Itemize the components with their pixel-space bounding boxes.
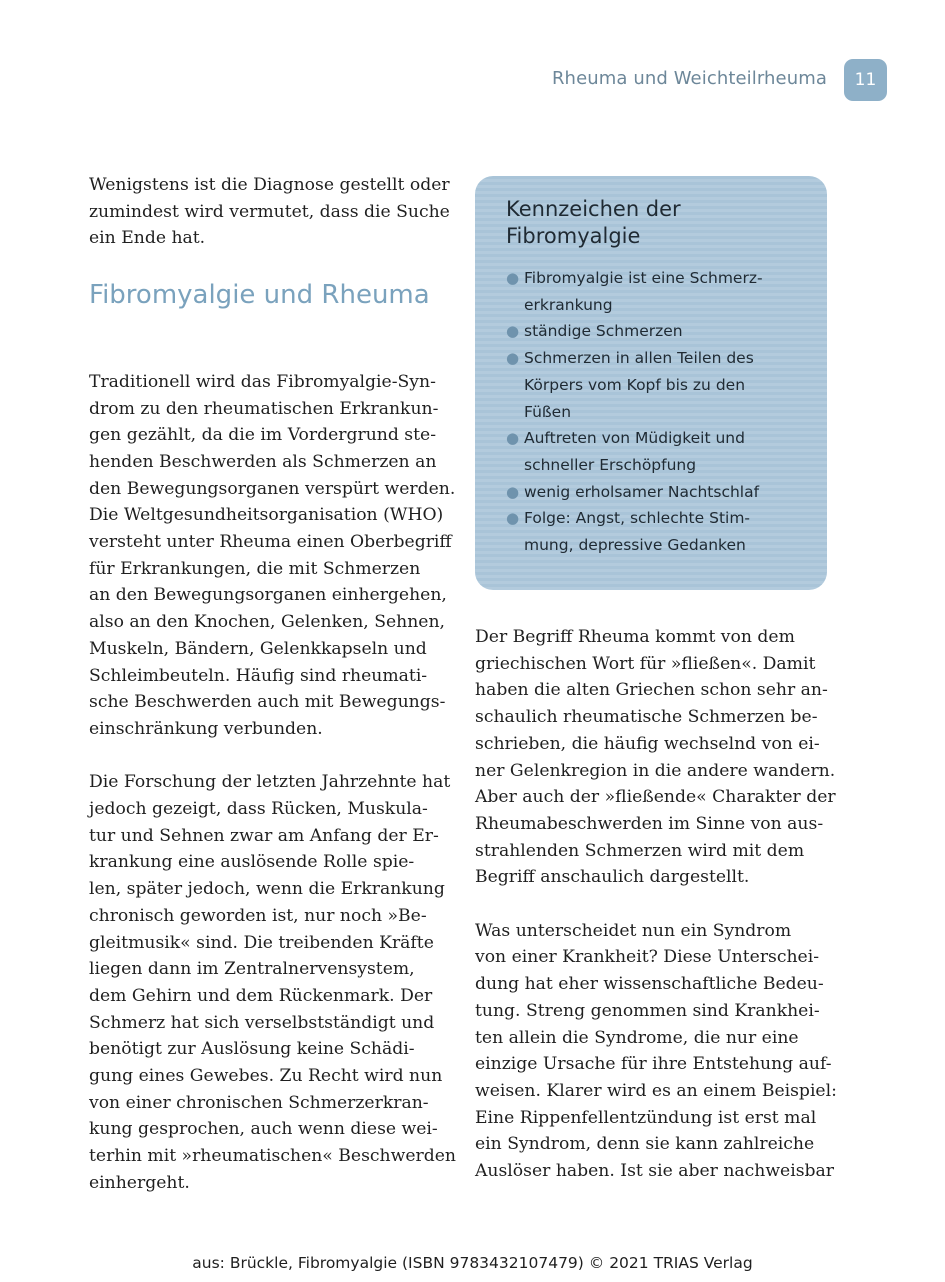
text-line: von einer chronischen Schmerzerkran- (89, 1092, 429, 1113)
text-line: len, später jedoch, wenn die Erkrankung (89, 879, 445, 900)
text-line: schrieben, die häufig wechselnd von ei- (475, 733, 820, 754)
text-line: ner Gelenkregion in die andere wandern. (475, 760, 836, 781)
list-item-line: Auftreten von Müdigkeit und (524, 429, 745, 448)
text-line: Wenigstens ist die Diagnose gestellt oder (89, 175, 450, 195)
bullet-icon: ● (506, 482, 520, 501)
text-line: einhergeht. (89, 1172, 190, 1193)
text-line: von einer Krankheit? Diese Unterschei- (475, 947, 820, 968)
bullet-icon: ● (506, 429, 520, 448)
bullet-icon: ● (506, 269, 520, 287)
text-line: benötigt zur Auslösung keine Schädi- (89, 1039, 415, 1060)
list-item (506, 345, 763, 425)
list-item-line: ständige Schmerzen (524, 322, 683, 341)
text-line: an den Bewegungsorganen einhergehen, (89, 585, 447, 606)
text-line: einschränkung verbunden. (89, 718, 323, 739)
footer-citation: aus: Brückle, Fibromyalgie (ISBN 9783432107479) © 2021 TRIAS Verlag (192, 1254, 753, 1272)
title-line: Kennzeichen der (506, 197, 681, 221)
list-item-line: Körpers vom Kopf bis zu den (524, 375, 746, 394)
section-heading: Fibromyalgie und Rheuma (89, 280, 430, 311)
text-line: kung gesprochen, auch wenn diese wei- (89, 1119, 438, 1140)
text-line: Eine Rippenfellentzündung ist erst mal (475, 1107, 817, 1128)
list-item (506, 479, 763, 506)
text-line: Traditionell wird das Fibromyalgie-Syn- (89, 371, 436, 392)
text-line: terhin mit »rheumatischen« Beschwerden (89, 1146, 456, 1167)
text-line: henden Beschwerden als Schmerzen an (89, 451, 437, 472)
title-line: Fibromyalgie (506, 224, 641, 248)
text-line: den Bewegungsorganen verspürt werden. (89, 478, 456, 499)
paragraph (89, 769, 456, 1196)
text-line: dung hat eher wissenschaftliche Bedeu- (475, 974, 824, 995)
list-item-line: Fibromyalgie ist eine Schmerz- (524, 269, 763, 287)
info-box (475, 176, 827, 590)
text-line: Auslöser haben. Ist sie aber nachweisbar (475, 1161, 835, 1182)
paragraph (89, 369, 456, 743)
text-line: gleitmusik« sind. Die treibenden Kräfte (89, 932, 434, 953)
text-line: Rheumabeschwerden im Sinne von aus- (475, 813, 824, 834)
list-item-line: Füßen (524, 402, 572, 421)
text-line: griechischen Wort für »fließen«. Damit (475, 653, 816, 674)
list-item-line: mung, depressive Gedanken (524, 536, 746, 555)
text-line: strahlenden Schmerzen wird mit dem (475, 840, 805, 861)
info-box-list (506, 265, 763, 559)
text-line: ein Syndrom, denn sie kann zahlreiche (475, 1134, 815, 1155)
text-line: einzige Ursache für ihre Entstehung auf- (475, 1054, 832, 1075)
text-line: krankung eine auslösende Rolle spie- (89, 852, 415, 873)
text-line: schaulich rheumatische Schmerzen be- (475, 707, 818, 728)
text-line: Die Weltgesundheitsorganisation (WHO) (89, 505, 444, 526)
bullet-icon: ● (506, 509, 520, 528)
paragraph (475, 918, 835, 1185)
text-line: dem Gehirn und dem Rückenmark. Der (89, 985, 433, 1006)
text-line: Schleimbeuteln. Häufig sind rheumati- (89, 665, 428, 686)
text-line: ein Ende hat. (89, 228, 206, 249)
list-item (506, 265, 763, 318)
list-item (506, 505, 763, 558)
text-line: liegen dann im Zentralnervensystem, (89, 959, 415, 980)
text-line: für Erkrankungen, die mit Schmerzen (89, 558, 421, 579)
text-line: Was unterscheidet nun ein Syndrom (475, 920, 792, 941)
text-line: sche Beschwerden auch mit Bewegungs- (89, 692, 446, 713)
text-line: jedoch gezeigt, dass Rücken, Muskula- (89, 799, 428, 820)
section-heading-wrap (89, 252, 449, 342)
list-item-line: schneller Erschöpfung (524, 455, 697, 474)
text-line: Begriff anschaulich dargestellt. (475, 867, 750, 888)
list-item (506, 425, 763, 478)
text-line: zumindest wird vermutet, dass die Suche (89, 201, 450, 222)
text-line: chronisch geworden ist, nur noch »Be- (89, 905, 427, 926)
bullet-icon: ● (506, 349, 520, 368)
list-item-line: Folge: Angst, schlechte Stim- (524, 509, 751, 528)
text-line: Muskeln, Bändern, Gelenkkapseln und (89, 638, 427, 659)
list-item-line: erkrankung (524, 295, 613, 314)
text-line: also an den Knochen, Gelenken, Sehnen, (89, 612, 445, 633)
list-item-line: wenig erholsamer Nachtschlaf (524, 482, 760, 501)
text-line: versteht unter Rheuma einen Oberbegriff (89, 532, 452, 553)
text-line: tung. Streng genommen sind Krankhei- (475, 1000, 820, 1021)
running-header: Rheuma und Weichteilrheuma (551, 68, 827, 89)
text-line: Aber auch der »fließende« Charakter der (475, 787, 836, 808)
text-line: haben die alten Griechen schon sehr an- (475, 680, 828, 701)
bullet-icon: ● (506, 322, 520, 341)
text-line: gen gezählt, da die im Vordergrund ste- (89, 425, 437, 446)
text-line: tur und Sehnen zwar am Anfang der Er- (89, 825, 439, 846)
paragraph (475, 624, 835, 891)
text-line: Der Begriff Rheuma kommt von dem (475, 627, 795, 647)
text-line: Schmerz hat sich verselbstständigt und (89, 1012, 435, 1033)
list-item (506, 318, 763, 345)
list-item-line: Schmerzen in allen Teilen des (524, 349, 754, 368)
text-line: ten allein die Syndrome, die nur eine (475, 1027, 799, 1048)
text-line: gung eines Gewebes. Zu Recht wird nun (89, 1066, 443, 1087)
info-box-title (506, 196, 681, 250)
text-line: weisen. Klarer wird es an einem Beispiel: (475, 1080, 837, 1101)
text-line: drom zu den rheumatischen Erkrankun- (89, 398, 439, 419)
right-column (475, 624, 835, 1185)
left-column (89, 172, 456, 1197)
page-number: 11 (844, 59, 887, 101)
text-line: Die Forschung der letzten Jahrzehnte hat (89, 772, 451, 793)
intro-paragraph (89, 172, 449, 252)
